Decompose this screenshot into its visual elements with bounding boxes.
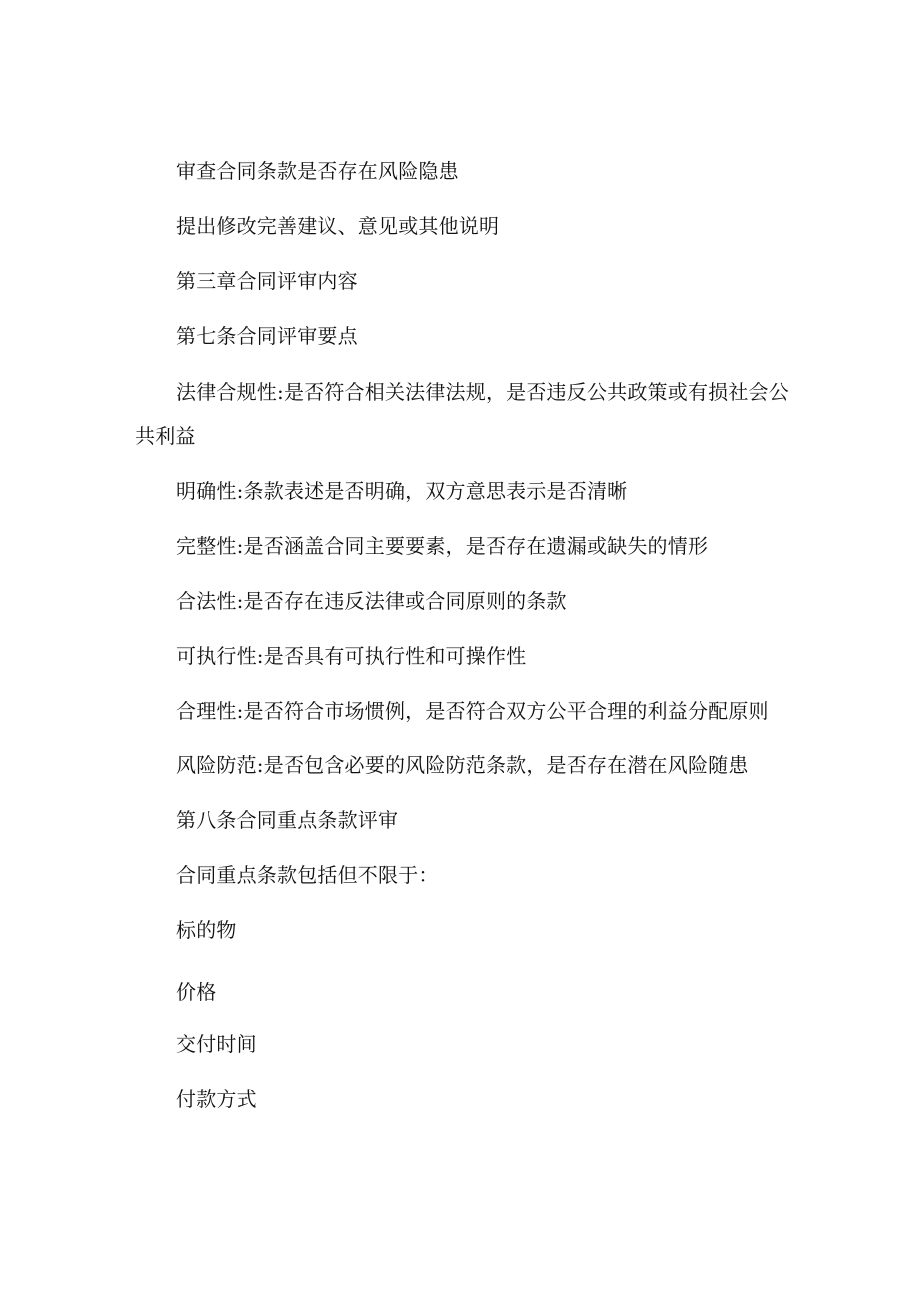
chapter-heading-3: 第三章合同评审内容 — [176, 269, 358, 293]
item-clarity: 明确性:条款表述是否明确，双方意思表示是否清晰 — [176, 479, 628, 503]
key-clause-delivery-time: 交付时间 — [176, 1032, 257, 1056]
item-risk-prevention: 风险防范:是否包含必要的风险防范条款，是否存在潜在风险随患 — [176, 753, 749, 777]
item-completeness: 完整性:是否涵盖合同主要要素，是否存在遗漏或缺失的情形 — [176, 534, 709, 558]
key-clause-payment-method: 付款方式 — [176, 1087, 257, 1111]
item-legal-compliance: 法律合规性:是否符合相关法律法规，是否违反公共政策或有损社会公 — [176, 380, 789, 404]
item-legality: 合法性:是否存在违反法律或合同原则的条款 — [176, 589, 567, 613]
paragraph-review-risk: 审查合同条款是否存在风险隐患 — [176, 159, 459, 183]
paragraph-suggestions: 提出修改完善建议、意见或其他说明 — [176, 214, 500, 238]
key-clause-subject-matter: 标的物 — [176, 918, 237, 942]
key-clause-price: 价格 — [176, 980, 217, 1004]
article-heading-7: 第七条合同评审要点 — [176, 324, 358, 348]
key-clauses-intro: 合同重点条款包括但不限于： — [176, 863, 439, 887]
item-reasonableness: 合理性:是否符合市场惯例，是否符合双方公平合理的利益分配原则 — [176, 699, 769, 723]
item-enforceability: 可执行性:是否具有可执行性和可操作性 — [176, 644, 527, 668]
item-legal-compliance-cont: 共利益 — [135, 424, 196, 448]
article-heading-8: 第八条合同重点条款评审 — [176, 808, 399, 832]
